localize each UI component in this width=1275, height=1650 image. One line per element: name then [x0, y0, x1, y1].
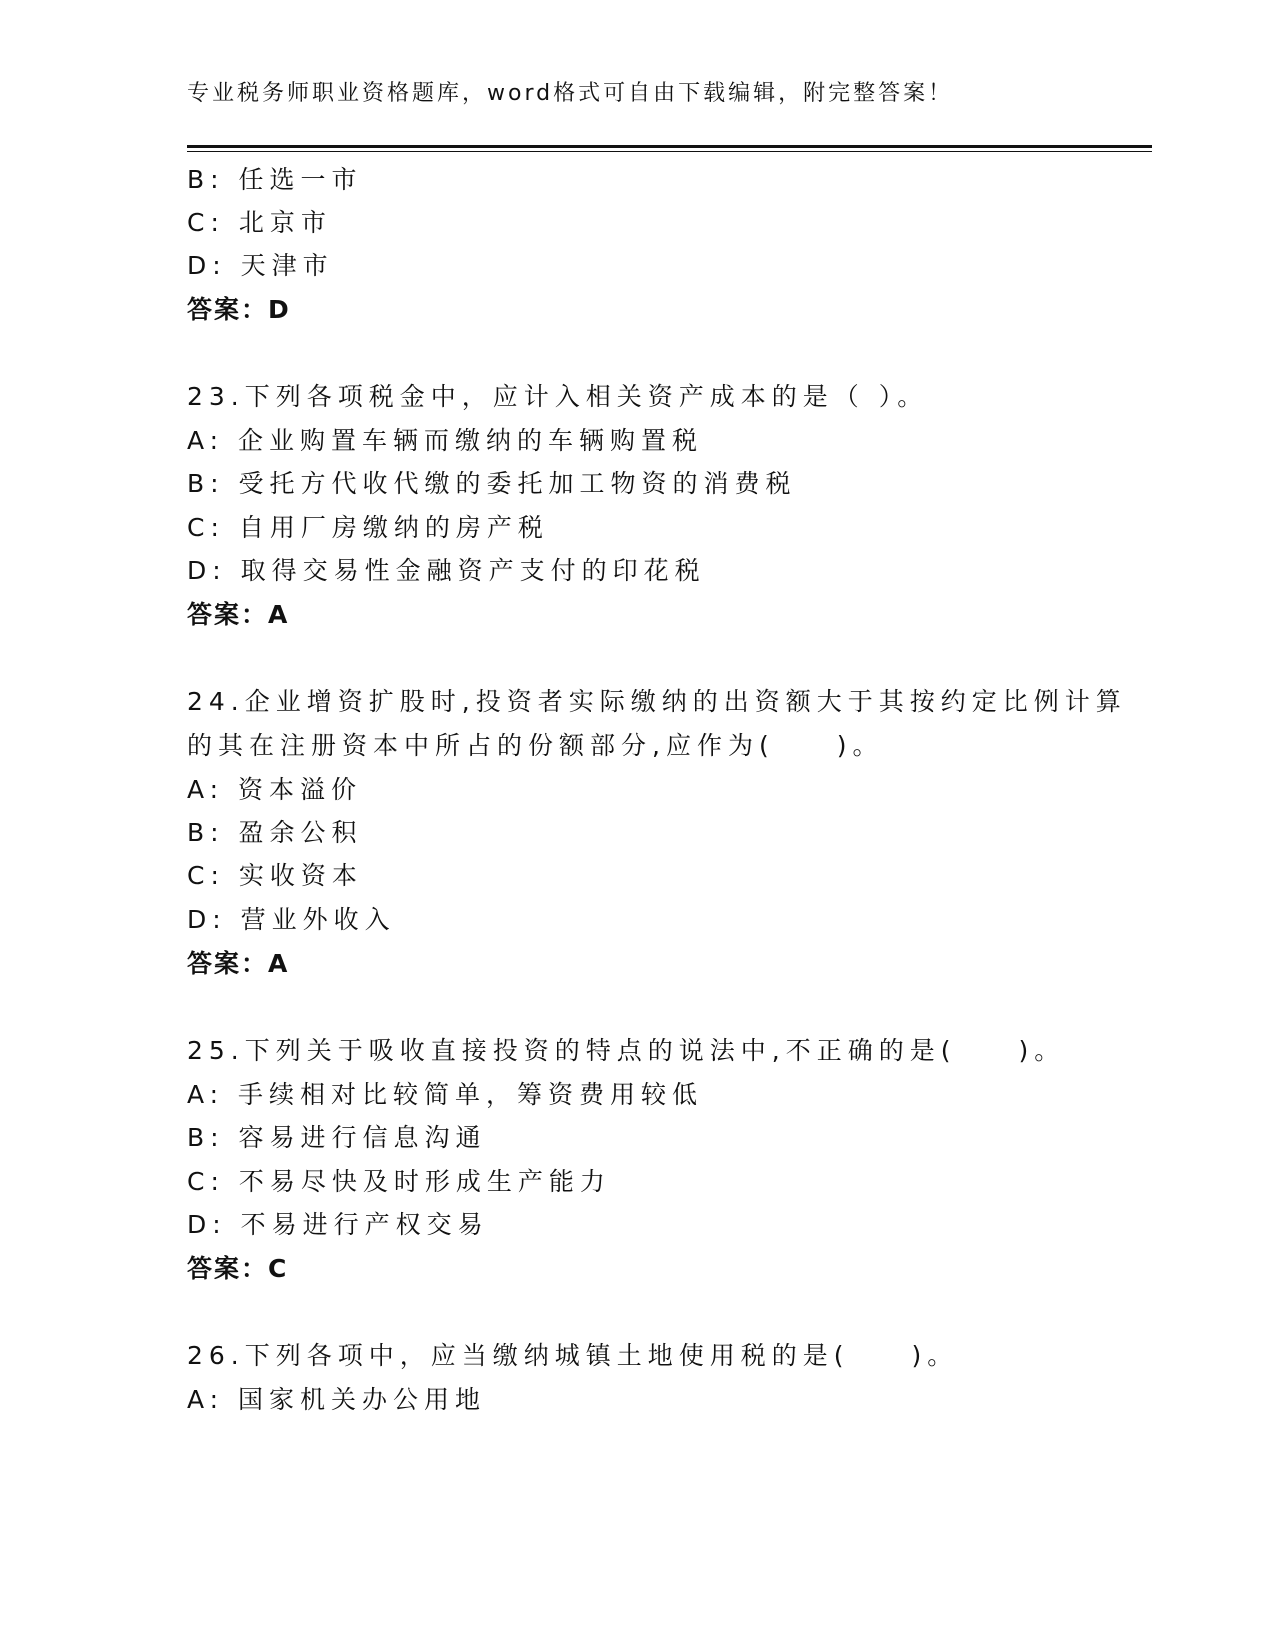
prev-option-c: C: 北京市 [187, 208, 332, 237]
document-header: 专业税务师职业资格题库，word格式可自由下载编辑，附完整答案！ [187, 81, 954, 106]
q25-stem: 25.下列关于吸收直接投资的特点的说法中,不正确的是( )。 [187, 1036, 1066, 1065]
prev-option-d: D: 天津市 [187, 251, 334, 280]
q23-option-d: D: 取得交易性金融资产支付的印花税 [187, 556, 706, 585]
header-rule-thin [187, 151, 1152, 152]
q23-option-b: B: 受托方代收代缴的委托加工物资的消费税 [187, 469, 797, 498]
q24-stem-line1: 24.企业增资扩股时,投资者实际缴纳的出资额大于其按约定比例计算 [187, 687, 1127, 716]
q24-option-d: D: 营业外收入 [187, 905, 396, 934]
q24-answer: 答案：A [187, 949, 290, 978]
q25-option-a: A: 手续相对比较简单，筹资费用较低 [187, 1080, 704, 1109]
q25-option-c: C: 不易尽快及时形成生产能力 [187, 1167, 611, 1196]
q23-stem: 23.下列各项税金中，应计入相关资产成本的是（ ）。 [187, 382, 929, 411]
q24-stem-line2: 的其在注册资本中所占的份额部分,应作为( )。 [187, 731, 884, 760]
q26-stem: 26.下列各项中，应当缴纳城镇土地使用税的是( )。 [187, 1341, 959, 1370]
q25-option-b: B: 容易进行信息沟通 [187, 1123, 487, 1152]
prev-answer: 答案：D [187, 295, 291, 324]
header-rule-thick [187, 145, 1152, 148]
q25-answer: 答案：C [187, 1254, 289, 1283]
q25-option-d: D: 不易进行产权交易 [187, 1210, 489, 1239]
prev-option-b: B: 任选一市 [187, 165, 363, 194]
q24-option-c: C: 实收资本 [187, 861, 363, 890]
q23-option-a: A: 企业购置车辆而缴纳的车辆购置税 [187, 426, 704, 455]
q23-answer: 答案：A [187, 600, 290, 629]
q26-option-a: A: 国家机关办公用地 [187, 1385, 487, 1414]
q24-option-a: A: 资本溢价 [187, 775, 363, 804]
q24-option-b: B: 盈余公积 [187, 818, 363, 847]
q23-option-c: C: 自用厂房缴纳的房产税 [187, 513, 549, 542]
